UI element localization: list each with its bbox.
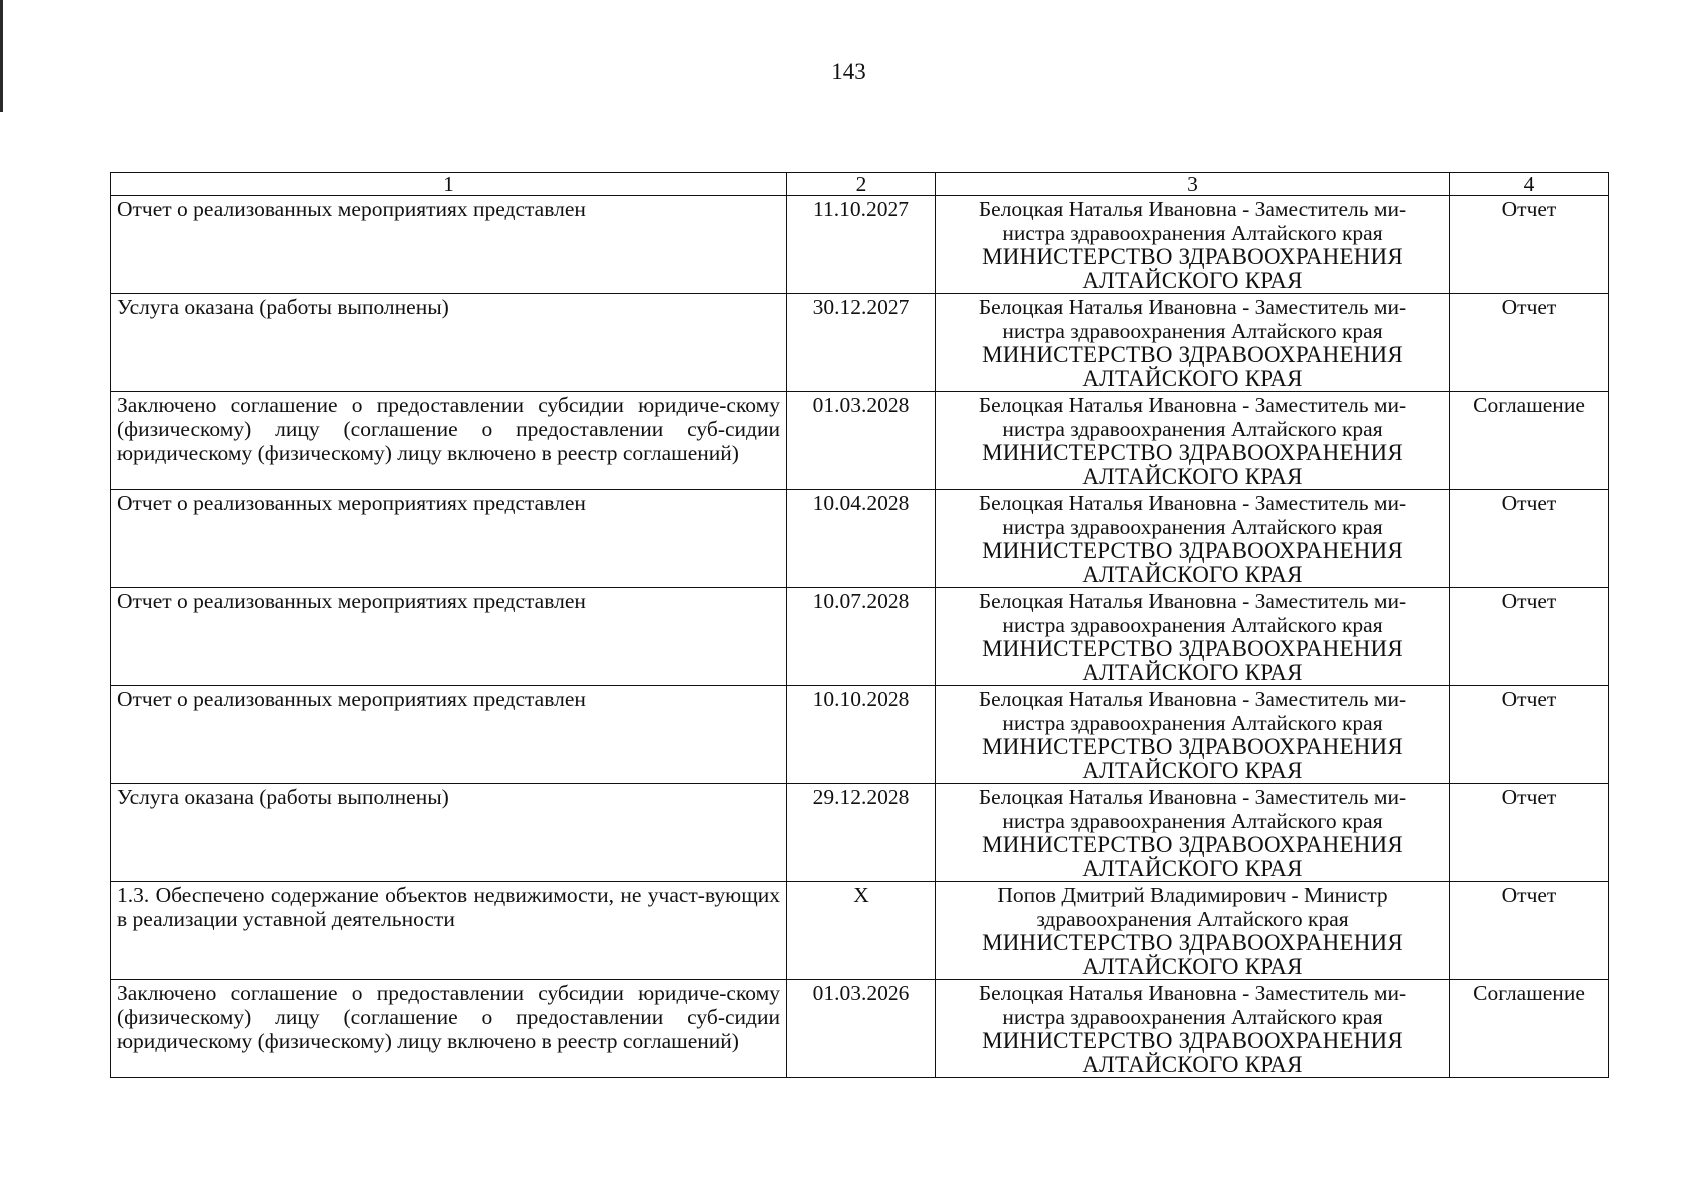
table-row — [111, 686, 1609, 784]
responsible-cell — [936, 588, 1450, 686]
responsible-person: Белоцкая Наталья Ивановна - Заместитель ми- — [978, 981, 1407, 1005]
event-cell: Отчет о реализованных мероприятиях представлен — [111, 588, 787, 686]
date-cell: 10.04.2028 — [787, 490, 936, 588]
document-type-cell: Отчет — [1450, 294, 1609, 392]
date-cell: 30.12.2027 — [787, 294, 936, 392]
date-cell: 10.10.2028 — [787, 686, 936, 784]
responsible-cell — [936, 490, 1450, 588]
table-row — [111, 196, 1609, 294]
responsible-person: Белоцкая Наталья Ивановна - Заместитель ми- — [978, 197, 1407, 221]
column-header-4: 4 — [1450, 173, 1609, 196]
responsible-person: Белоцкая Наталья Ивановна - Заместитель ми- — [978, 589, 1407, 613]
table-row — [111, 294, 1609, 392]
responsible-cell — [936, 686, 1450, 784]
responsible-cell — [936, 784, 1450, 882]
organization-name: МИНИСТЕРСТВО ЗДРАВООХРАНЕНИЯ — [982, 930, 1403, 955]
event-cell: Услуга оказана (работы выполнены) — [111, 784, 787, 882]
responsible-person: Белоцкая Наталья Ивановна - Заместитель ми- — [978, 785, 1407, 809]
date-cell: 01.03.2026 — [787, 980, 936, 1078]
organization-name: МИНИСТЕРСТВО ЗДРАВООХРАНЕНИЯ — [982, 832, 1403, 857]
event-cell: 1.3. Обеспечено содержание объектов недвижимости, не участ-вующих в реализации уставной деятельности — [111, 882, 787, 980]
table-row — [111, 392, 1609, 490]
table-row — [111, 784, 1609, 882]
column-header-2: 2 — [787, 173, 936, 196]
organization-region: АЛТАЙСКОГО КРАЯ — [1082, 758, 1303, 783]
organization-name: МИНИСТЕРСТВО ЗДРАВООХРАНЕНИЯ — [982, 440, 1403, 465]
date-cell: 11.10.2027 — [787, 196, 936, 294]
table-row — [111, 490, 1609, 588]
table-row — [111, 588, 1609, 686]
date-cell: 10.07.2028 — [787, 588, 936, 686]
organization-region: АЛТАЙСКОГО КРАЯ — [1082, 268, 1303, 293]
responsible-person: Белоцкая Наталья Ивановна - Заместитель ми- — [978, 491, 1407, 515]
organization-region: АЛТАЙСКОГО КРАЯ — [1082, 366, 1303, 391]
organization-name: МИНИСТЕРСТВО ЗДРАВООХРАНЕНИЯ — [982, 538, 1403, 563]
responsible-position: нистра здравоохранения Алтайского края — [1002, 809, 1383, 833]
document-type-cell: Отчет — [1450, 490, 1609, 588]
column-header-1: 1 — [111, 173, 787, 196]
responsible-position: нистра здравоохранения Алтайского края — [1002, 711, 1383, 735]
responsible-person: Попов Дмитрий Владимирович - Министр — [997, 883, 1388, 907]
organization-region: АЛТАЙСКОГО КРАЯ — [1082, 1052, 1303, 1077]
responsible-position: здравоохранения Алтайского края — [1036, 907, 1349, 931]
responsible-person: Белоцкая Наталья Ивановна - Заместитель ми- — [978, 393, 1407, 417]
organization-region: АЛТАЙСКОГО КРАЯ — [1082, 954, 1303, 979]
event-cell: Заключено соглашение о предоставлении субсидии юридиче-скому (физическому) лицу (соглашение о предоставлении суб-сидии юридическому (физическому) лицу включено в реестр соглашений) — [111, 980, 787, 1078]
event-cell: Услуга оказана (работы выполнены) — [111, 294, 787, 392]
responsible-position: нистра здравоохранения Алтайского края — [1002, 515, 1383, 539]
organization-region: АЛТАЙСКОГО КРАЯ — [1082, 660, 1303, 685]
responsible-position: нистра здравоохранения Алтайского края — [1002, 1005, 1383, 1029]
event-cell: Заключено соглашение о предоставлении субсидии юридиче-скому (физическому) лицу (соглашение о предоставлении суб-сидии юридическому (физическому) лицу включено в реестр соглашений) — [111, 392, 787, 490]
table-row — [111, 882, 1609, 980]
responsible-position: нистра здравоохранения Алтайского края — [1002, 319, 1383, 343]
responsible-cell — [936, 294, 1450, 392]
event-cell: Отчет о реализованных мероприятиях представлен — [111, 490, 787, 588]
event-cell: Отчет о реализованных мероприятиях представлен — [111, 686, 787, 784]
organization-region: АЛТАЙСКОГО КРАЯ — [1082, 562, 1303, 587]
events-table — [110, 172, 1609, 1078]
document-type-cell: Отчет — [1450, 196, 1609, 294]
responsible-person: Белоцкая Наталья Ивановна - Заместитель ми- — [978, 295, 1407, 319]
scan-edge-mark — [0, 0, 3, 112]
organization-region: АЛТАЙСКОГО КРАЯ — [1082, 856, 1303, 881]
page-number: 143 — [831, 59, 866, 84]
document-type-cell: Отчет — [1450, 882, 1609, 980]
responsible-cell — [936, 196, 1450, 294]
organization-name: МИНИСТЕРСТВО ЗДРАВООХРАНЕНИЯ — [982, 342, 1403, 367]
document-type-cell: Отчет — [1450, 784, 1609, 882]
responsible-position: нистра здравоохранения Алтайского края — [1002, 221, 1383, 245]
document-type-cell: Соглашение — [1450, 980, 1609, 1078]
date-cell: X — [787, 882, 936, 980]
responsible-position: нистра здравоохранения Алтайского края — [1002, 613, 1383, 637]
date-cell: 29.12.2028 — [787, 784, 936, 882]
responsible-cell — [936, 980, 1450, 1078]
organization-region: АЛТАЙСКОГО КРАЯ — [1082, 464, 1303, 489]
document-type-cell: Соглашение — [1450, 392, 1609, 490]
document-type-cell: Отчет — [1450, 588, 1609, 686]
responsible-cell — [936, 882, 1450, 980]
responsible-position: нистра здравоохранения Алтайского края — [1002, 417, 1383, 441]
organization-name: МИНИСТЕРСТВО ЗДРАВООХРАНЕНИЯ — [982, 244, 1403, 269]
organization-name: МИНИСТЕРСТВО ЗДРАВООХРАНЕНИЯ — [982, 1028, 1403, 1053]
organization-name: МИНИСТЕРСТВО ЗДРАВООХРАНЕНИЯ — [982, 734, 1403, 759]
column-header-3: 3 — [936, 173, 1450, 196]
responsible-person: Белоцкая Наталья Ивановна - Заместитель ми- — [978, 687, 1407, 711]
responsible-cell — [936, 392, 1450, 490]
document-type-cell: Отчет — [1450, 686, 1609, 784]
date-cell: 01.03.2028 — [787, 392, 936, 490]
table-header-row — [111, 173, 1609, 196]
table-row — [111, 980, 1609, 1078]
organization-name: МИНИСТЕРСТВО ЗДРАВООХРАНЕНИЯ — [982, 636, 1403, 661]
event-cell: Отчет о реализованных мероприятиях представлен — [111, 196, 787, 294]
